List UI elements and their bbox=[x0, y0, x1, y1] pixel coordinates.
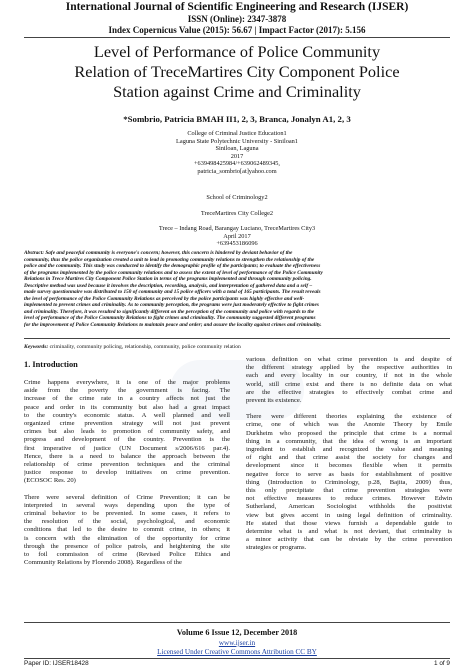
body-text-line: Hence, there is a need to balance the approach between the bbox=[24, 452, 230, 460]
body-text-line: of right and that crime assist the society for changes and bbox=[246, 454, 452, 462]
authors: *Sombrio, Patricia BMAH II1, 2, 3, Branca, Jonalyn A1, 2, 3 bbox=[123, 114, 351, 124]
abstract-line: for the improvement of Police Community Relations to maintain peace and order; and assure the locality against crimes and criminality. bbox=[24, 321, 322, 328]
body-text-line: Durkheim who proposed the principle that crime is a normal bbox=[246, 429, 452, 437]
body-text-line: are the effective strategies to effectively combat crime and bbox=[246, 388, 452, 396]
keywords-text: criminality, community policing, relationship, community, police community relation bbox=[49, 344, 241, 350]
body-text-line: through the presence of police patrols, and heightening the site bbox=[24, 542, 230, 550]
body-text-line: this only precipitate that crime prevention strategies were bbox=[246, 487, 452, 495]
journal-issn: ISSN (Online): 2347-3878 bbox=[187, 14, 287, 24]
keywords bbox=[24, 344, 450, 350]
body-text-line: not effective measures to reduce crimes. However Edwin bbox=[246, 495, 452, 503]
body-text-line: view but gives accent in using legal definition of criminality. bbox=[246, 511, 452, 519]
affiliation-line: patricia_sombrio[at]yahoo.com bbox=[197, 167, 277, 175]
abstract-line: police and the community. This study was conducted to identify the demographic profile of the participants; to evaluate the effectiveness bbox=[24, 263, 321, 269]
affiliation-block-4 bbox=[0, 225, 474, 248]
license-link[interactable]: Licensed Under Creative Commons Attribution CC BY bbox=[157, 648, 317, 656]
affiliation-line: College of Criminal Justice Education1 bbox=[187, 130, 287, 137]
body-text-line: a minor activity that can be obviate by the crime prevention bbox=[246, 536, 452, 544]
abstract-line: the level of performance of the Police Community Relations as perceived by the police participants was highly effective and well- bbox=[24, 295, 305, 302]
abstract-line: of the programs implemented by the police community relations and to assess the extent of level of performance of the Police Community bbox=[24, 269, 323, 276]
body-text-line: is concern with the elimination of the opportunity for crime bbox=[24, 534, 230, 542]
affiliation-block-1 bbox=[0, 130, 474, 176]
body-text-line: various definition on what crime prevention is and despite of bbox=[246, 356, 452, 363]
body-text-line: (ECOSOC Res. 20) bbox=[24, 477, 76, 485]
abstract-line: Descriptive method was used because it involves the description, recording, analysis, and interpretation of gathered data and a self – bbox=[24, 282, 313, 289]
body-text-line: justice response to develop initiatives on crime prevention. bbox=[24, 469, 230, 477]
affiliation-line: +639453186096 bbox=[216, 240, 258, 248]
affiliation-line: Siniloan, Laguna bbox=[215, 145, 259, 153]
affiliation-line: 2017 bbox=[230, 152, 244, 160]
body-text-line: determine what is and what is not deviant, that criminality is bbox=[246, 528, 452, 536]
body-text-line: relationship of crime prevention techniques and the criminal bbox=[24, 461, 230, 469]
header-rule bbox=[24, 37, 450, 38]
body-text-line: first imperative of justice (UN Document s/2006/616 par.4). bbox=[24, 444, 230, 452]
body-text-line: criminal behavior to be prevented. In some cases, it refers to bbox=[24, 510, 230, 518]
body-text-line: the resolution of the social, psychological, and economic bbox=[24, 518, 230, 526]
body-text-line: prevent its existence. bbox=[246, 397, 302, 405]
affiliation-line: School of Criminology2 bbox=[206, 194, 268, 201]
affiliation-line: Laguna State Polytechnic University - Siniloan1 bbox=[176, 137, 298, 145]
body-text-line: each and every locality in our country, if not in the whole bbox=[246, 372, 452, 380]
abstract-line: made survey questionnaire was distributed to 150 of community and 15 police officers with a total of 165 participants. The result reveals bbox=[24, 289, 321, 295]
body-text-line: crime, one of which was the Anomie Theory by Emile bbox=[246, 421, 452, 429]
body-text-line: thing (Introduction to Criminology, p.28, Bajita, 2009) thus, bbox=[246, 478, 452, 486]
body-text-line: strategies or programs. bbox=[246, 544, 307, 552]
body-text-line: peace and order in its community but also had a great impact bbox=[24, 403, 230, 411]
affiliation-line: +639498425984/+639062489345, bbox=[194, 160, 280, 168]
website-link[interactable]: www.ijser.in bbox=[218, 639, 256, 647]
body-text-line: Sutherland, American Sociologist withholds the positivist bbox=[246, 503, 452, 511]
affiliation-line: April 2017 bbox=[223, 232, 251, 240]
left-column bbox=[24, 379, 230, 567]
abstract-rule bbox=[24, 338, 450, 339]
footer-rule bbox=[24, 622, 450, 623]
body-text-line: crimes but also leads to promotion of community safety, and bbox=[24, 428, 230, 436]
abstract-line: level of performance of the Police Community Relations to fight crimes and criminality. The community suggested different programs bbox=[24, 315, 316, 321]
body-text-line: There were several definition of Crime Prevention; it can be bbox=[24, 493, 230, 501]
right-column bbox=[246, 356, 452, 553]
body-text-line: interpreted in several ways depending upon the type of bbox=[24, 501, 230, 509]
body-text-line: to the country's economic status. A well planned and well bbox=[24, 411, 230, 419]
body-text-line: Crime happens everywhere, it is one of the major problems bbox=[24, 379, 230, 386]
abstract-line: Abstract: Safe and peaceful community is everyone's concern; however, this concern is hindered by deviant behavior of the bbox=[24, 250, 293, 256]
body-text-line: progress and development of the country. Prevention is the bbox=[24, 436, 230, 444]
body-text-line: organized crime prevention strategy will not just prevent bbox=[24, 420, 230, 428]
body-text-line: There were different theories explaining the existence of bbox=[246, 413, 452, 421]
journal-index: Index Copernicus Value (2015): 56.67 | Impact Factor (2017): 5.156 bbox=[108, 25, 366, 35]
abstract-line: community, thus the police organization created a unit to lead in promoting community relations to strengthen the relationship of the bbox=[24, 256, 315, 263]
page-number: 1 of 9 bbox=[434, 660, 450, 667]
footer-bottom-rule bbox=[24, 658, 450, 659]
body-text-line: development since it becomes flexible when it permits bbox=[246, 462, 452, 470]
body-text-line: conditions that led to the desire to commit crime, in others; it bbox=[24, 526, 230, 534]
body-text-line: thing in a community, that the idea of wrong is an important bbox=[246, 437, 452, 445]
abstract bbox=[24, 250, 450, 328]
affiliation-line: TreceMartires City College2 bbox=[200, 210, 274, 217]
abstract-line: implemented to prevent crimes and criminality. As to community perception, the programs were just moderately effective to fight crimes bbox=[24, 302, 319, 308]
body-text-line: world, still crime exist and there is no definite data on what bbox=[246, 380, 452, 388]
body-text-line: negative force to serve as basis for establishment of positive bbox=[246, 470, 452, 478]
affiliation-line: Trece – Indang Road, Barangay Luciano, TreceMartires City3 bbox=[158, 225, 316, 232]
volume-info: Volume 6 Issue 12, December 2018 bbox=[176, 628, 298, 637]
affiliation-block-2 bbox=[0, 194, 474, 202]
keywords-label: Keywords: bbox=[24, 344, 49, 350]
body-text-line: He stated that those views furnish a dependable guide to bbox=[246, 519, 452, 527]
title-line: Station against Crime and Criminality bbox=[113, 82, 361, 101]
body-text-line bbox=[24, 486, 230, 494]
body-text-line: increase of the crime rate in a country affects not just the bbox=[24, 395, 230, 403]
body-text-line: aside from the poverty the government is facing. The bbox=[24, 387, 230, 395]
paper-title bbox=[26, 42, 448, 102]
body-text-line: the different strategy applied by the respective authorities in bbox=[246, 364, 452, 372]
affiliation-block-3 bbox=[0, 210, 474, 218]
paper-id: Paper ID: IJSER18428 bbox=[24, 660, 89, 667]
section-heading: 1. Introduction bbox=[24, 360, 78, 369]
body-text-line: to foil commission of crime (Revised Police Ethics and bbox=[24, 551, 230, 559]
journal-name: International Journal of Scientific Engineering and Research (IJSER) bbox=[65, 1, 409, 13]
body-text-line: Community Relations by Florendo 2008). Regardless of the bbox=[24, 559, 182, 567]
body-text-line bbox=[246, 405, 452, 413]
title-line: Relation of TreceMartires City Component Police bbox=[74, 62, 400, 81]
body-text-line: ingredient to establish and recognized the value and meaning bbox=[246, 446, 452, 454]
title-line: Level of Performance of Police Community bbox=[93, 42, 381, 61]
abstract-line: Relations in Trece Martires City Component Police Station in terms of the programs implemented and through community policing. bbox=[24, 276, 312, 282]
abstract-line: and criminality. Therefore, it was resulted to significantly different on the perception of the community and police with regards to the bbox=[24, 308, 315, 315]
